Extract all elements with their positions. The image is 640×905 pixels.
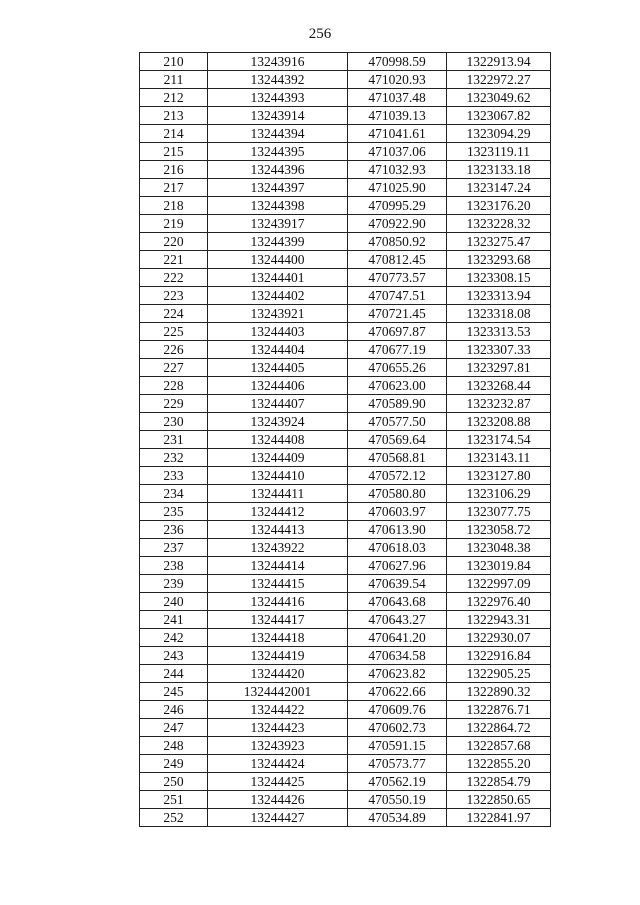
x-coordinate-cell: 470639.54	[348, 575, 447, 593]
x-coordinate-cell: 470623.00	[348, 377, 447, 395]
y-coordinate-cell: 1323067.82	[447, 107, 551, 125]
x-coordinate-cell: 470643.27	[348, 611, 447, 629]
point-id-cell: 13243924	[208, 413, 348, 431]
table-row	[140, 359, 551, 377]
point-number-cell: 233	[140, 467, 208, 485]
point-number-cell: 249	[140, 755, 208, 773]
y-coordinate-cell: 1323106.29	[447, 485, 551, 503]
point-id-cell: 13244414	[208, 557, 348, 575]
point-number-cell: 226	[140, 341, 208, 359]
point-id-cell: 13243923	[208, 737, 348, 755]
table-row	[140, 773, 551, 791]
point-id-cell: 13244411	[208, 485, 348, 503]
point-id-cell: 13244417	[208, 611, 348, 629]
table-row	[140, 503, 551, 521]
x-coordinate-cell: 470573.77	[348, 755, 447, 773]
point-number-cell: 240	[140, 593, 208, 611]
point-id-cell: 13244416	[208, 593, 348, 611]
point-number-cell: 228	[140, 377, 208, 395]
point-number-cell: 213	[140, 107, 208, 125]
x-coordinate-cell: 471020.93	[348, 71, 447, 89]
point-id-cell: 13244401	[208, 269, 348, 287]
point-id-cell: 13244410	[208, 467, 348, 485]
x-coordinate-cell: 470634.58	[348, 647, 447, 665]
table-row	[140, 449, 551, 467]
x-coordinate-cell: 470602.73	[348, 719, 447, 737]
table-row	[140, 539, 551, 557]
point-number-cell: 224	[140, 305, 208, 323]
point-id-cell: 13244393	[208, 89, 348, 107]
x-coordinate-cell: 470622.66	[348, 683, 447, 701]
y-coordinate-cell: 1323318.08	[447, 305, 551, 323]
point-id-cell: 13244404	[208, 341, 348, 359]
table-row	[140, 629, 551, 647]
point-number-cell: 243	[140, 647, 208, 665]
y-coordinate-cell: 1322943.31	[447, 611, 551, 629]
x-coordinate-cell: 470609.76	[348, 701, 447, 719]
table-row	[140, 485, 551, 503]
point-number-cell: 241	[140, 611, 208, 629]
x-coordinate-cell: 470603.97	[348, 503, 447, 521]
point-id-cell: 13244413	[208, 521, 348, 539]
y-coordinate-cell: 1323019.84	[447, 557, 551, 575]
table-row	[140, 53, 551, 71]
point-number-cell: 230	[140, 413, 208, 431]
point-id-cell: 13244407	[208, 395, 348, 413]
x-coordinate-cell: 470613.90	[348, 521, 447, 539]
x-coordinate-cell: 470618.03	[348, 539, 447, 557]
point-number-cell: 215	[140, 143, 208, 161]
point-number-cell: 236	[140, 521, 208, 539]
point-id-cell: 13244418	[208, 629, 348, 647]
table-row	[140, 701, 551, 719]
point-id-cell: 13244422	[208, 701, 348, 719]
point-number-cell: 237	[140, 539, 208, 557]
point-number-cell: 219	[140, 215, 208, 233]
x-coordinate-cell: 471037.06	[348, 143, 447, 161]
point-id-cell: 1324442001	[208, 683, 348, 701]
table-row	[140, 521, 551, 539]
table-row	[140, 467, 551, 485]
point-number-cell: 231	[140, 431, 208, 449]
point-number-cell: 250	[140, 773, 208, 791]
point-id-cell: 13244395	[208, 143, 348, 161]
point-number-cell: 212	[140, 89, 208, 107]
x-coordinate-cell: 470591.15	[348, 737, 447, 755]
x-coordinate-cell: 470623.82	[348, 665, 447, 683]
point-id-cell: 13244409	[208, 449, 348, 467]
y-coordinate-cell: 1322876.71	[447, 701, 551, 719]
table-row	[140, 305, 551, 323]
point-number-cell: 248	[140, 737, 208, 755]
table-row	[140, 143, 551, 161]
x-coordinate-cell: 470697.87	[348, 323, 447, 341]
table-row	[140, 647, 551, 665]
point-id-cell: 13244425	[208, 773, 348, 791]
point-id-cell: 13244427	[208, 809, 348, 827]
y-coordinate-cell: 1323077.75	[447, 503, 551, 521]
y-coordinate-cell: 1322854.79	[447, 773, 551, 791]
y-coordinate-cell: 1323307.33	[447, 341, 551, 359]
table-row	[140, 611, 551, 629]
y-coordinate-cell: 1322930.07	[447, 629, 551, 647]
x-coordinate-cell: 470534.89	[348, 809, 447, 827]
coordinates-table	[139, 52, 551, 827]
table-row	[140, 395, 551, 413]
x-coordinate-cell: 470721.45	[348, 305, 447, 323]
y-coordinate-cell: 1323208.88	[447, 413, 551, 431]
point-number-cell: 247	[140, 719, 208, 737]
x-coordinate-cell: 470643.68	[348, 593, 447, 611]
x-coordinate-cell: 470577.50	[348, 413, 447, 431]
x-coordinate-cell: 471032.93	[348, 161, 447, 179]
y-coordinate-cell: 1323232.87	[447, 395, 551, 413]
x-coordinate-cell: 470812.45	[348, 251, 447, 269]
point-id-cell: 13244412	[208, 503, 348, 521]
x-coordinate-cell: 470850.92	[348, 233, 447, 251]
y-coordinate-cell: 1322976.40	[447, 593, 551, 611]
point-number-cell: 245	[140, 683, 208, 701]
point-number-cell: 238	[140, 557, 208, 575]
point-number-cell: 232	[140, 449, 208, 467]
point-id-cell: 13244415	[208, 575, 348, 593]
table-row	[140, 161, 551, 179]
table-row	[140, 719, 551, 737]
y-coordinate-cell: 1323147.24	[447, 179, 551, 197]
x-coordinate-cell: 471041.61	[348, 125, 447, 143]
table-row	[140, 251, 551, 269]
y-coordinate-cell: 1323049.62	[447, 89, 551, 107]
y-coordinate-cell: 1322913.94	[447, 53, 551, 71]
x-coordinate-cell: 470568.81	[348, 449, 447, 467]
point-number-cell: 221	[140, 251, 208, 269]
point-number-cell: 234	[140, 485, 208, 503]
table-row	[140, 287, 551, 305]
point-id-cell: 13244406	[208, 377, 348, 395]
y-coordinate-cell: 1323176.20	[447, 197, 551, 215]
y-coordinate-cell: 1323313.94	[447, 287, 551, 305]
point-number-cell: 222	[140, 269, 208, 287]
x-coordinate-cell: 470627.96	[348, 557, 447, 575]
x-coordinate-cell: 470550.19	[348, 791, 447, 809]
table-row	[140, 377, 551, 395]
x-coordinate-cell: 471037.48	[348, 89, 447, 107]
table-row	[140, 125, 551, 143]
point-number-cell: 235	[140, 503, 208, 521]
point-id-cell: 13243922	[208, 539, 348, 557]
point-number-cell: 218	[140, 197, 208, 215]
point-id-cell: 13244423	[208, 719, 348, 737]
y-coordinate-cell: 1323133.18	[447, 161, 551, 179]
x-coordinate-cell: 470922.90	[348, 215, 447, 233]
table-row	[140, 107, 551, 125]
x-coordinate-cell: 470677.19	[348, 341, 447, 359]
point-number-cell: 223	[140, 287, 208, 305]
y-coordinate-cell: 1323174.54	[447, 431, 551, 449]
y-coordinate-cell: 1322841.97	[447, 809, 551, 827]
x-coordinate-cell: 470580.80	[348, 485, 447, 503]
point-id-cell: 13243916	[208, 53, 348, 71]
y-coordinate-cell: 1322850.65	[447, 791, 551, 809]
point-number-cell: 211	[140, 71, 208, 89]
table-row	[140, 341, 551, 359]
x-coordinate-cell: 470998.59	[348, 53, 447, 71]
point-id-cell: 13244396	[208, 161, 348, 179]
x-coordinate-cell: 471025.90	[348, 179, 447, 197]
y-coordinate-cell: 1323127.80	[447, 467, 551, 485]
y-coordinate-cell: 1322855.20	[447, 755, 551, 773]
y-coordinate-cell: 1322972.27	[447, 71, 551, 89]
x-coordinate-cell: 470747.51	[348, 287, 447, 305]
y-coordinate-cell: 1322905.25	[447, 665, 551, 683]
x-coordinate-cell: 470655.26	[348, 359, 447, 377]
x-coordinate-cell: 471039.13	[348, 107, 447, 125]
point-number-cell: 251	[140, 791, 208, 809]
table-row	[140, 71, 551, 89]
point-id-cell: 13244419	[208, 647, 348, 665]
point-id-cell: 13244400	[208, 251, 348, 269]
point-id-cell: 13244403	[208, 323, 348, 341]
point-number-cell: 242	[140, 629, 208, 647]
x-coordinate-cell: 470773.57	[348, 269, 447, 287]
x-coordinate-cell: 470995.29	[348, 197, 447, 215]
point-number-cell: 216	[140, 161, 208, 179]
table-row	[140, 269, 551, 287]
table-row	[140, 683, 551, 701]
x-coordinate-cell: 470641.20	[348, 629, 447, 647]
point-id-cell: 13244398	[208, 197, 348, 215]
table-row	[140, 593, 551, 611]
table-row	[140, 575, 551, 593]
table-row	[140, 431, 551, 449]
y-coordinate-cell: 1323313.53	[447, 323, 551, 341]
table-row	[140, 179, 551, 197]
y-coordinate-cell: 1323048.38	[447, 539, 551, 557]
point-id-cell: 13244426	[208, 791, 348, 809]
point-id-cell: 13243914	[208, 107, 348, 125]
point-id-cell: 13244394	[208, 125, 348, 143]
y-coordinate-cell: 1323268.44	[447, 377, 551, 395]
point-number-cell: 225	[140, 323, 208, 341]
table-row	[140, 233, 551, 251]
point-number-cell: 220	[140, 233, 208, 251]
point-id-cell: 13244424	[208, 755, 348, 773]
page-number: 256	[308, 26, 332, 42]
y-coordinate-cell: 1323308.15	[447, 269, 551, 287]
point-number-cell: 252	[140, 809, 208, 827]
table-row	[140, 323, 551, 341]
table-row	[140, 197, 551, 215]
table-row	[140, 737, 551, 755]
x-coordinate-cell: 470569.64	[348, 431, 447, 449]
table-row	[140, 809, 551, 827]
point-number-cell: 217	[140, 179, 208, 197]
table-row	[140, 413, 551, 431]
point-id-cell: 13243921	[208, 305, 348, 323]
point-number-cell: 229	[140, 395, 208, 413]
point-id-cell: 13244392	[208, 71, 348, 89]
y-coordinate-cell: 1323058.72	[447, 521, 551, 539]
point-number-cell: 246	[140, 701, 208, 719]
point-id-cell: 13243917	[208, 215, 348, 233]
table-row	[140, 791, 551, 809]
point-number-cell: 214	[140, 125, 208, 143]
y-coordinate-cell: 1323228.32	[447, 215, 551, 233]
point-id-cell: 13244402	[208, 287, 348, 305]
y-coordinate-cell: 1323297.81	[447, 359, 551, 377]
table-row	[140, 557, 551, 575]
point-id-cell: 13244420	[208, 665, 348, 683]
point-number-cell: 244	[140, 665, 208, 683]
point-number-cell: 239	[140, 575, 208, 593]
x-coordinate-cell: 470589.90	[348, 395, 447, 413]
y-coordinate-cell: 1322997.09	[447, 575, 551, 593]
table-row	[140, 755, 551, 773]
table-body	[140, 53, 551, 827]
point-id-cell: 13244397	[208, 179, 348, 197]
point-number-cell: 210	[140, 53, 208, 71]
y-coordinate-cell: 1322857.68	[447, 737, 551, 755]
y-coordinate-cell: 1322890.32	[447, 683, 551, 701]
point-number-cell: 227	[140, 359, 208, 377]
x-coordinate-cell: 470562.19	[348, 773, 447, 791]
table-row	[140, 89, 551, 107]
point-id-cell: 13244408	[208, 431, 348, 449]
table-row	[140, 215, 551, 233]
x-coordinate-cell: 470572.12	[348, 467, 447, 485]
y-coordinate-cell: 1323094.29	[447, 125, 551, 143]
point-id-cell: 13244399	[208, 233, 348, 251]
y-coordinate-cell: 1323275.47	[447, 233, 551, 251]
y-coordinate-cell: 1323143.11	[447, 449, 551, 467]
point-id-cell: 13244405	[208, 359, 348, 377]
y-coordinate-cell: 1322864.72	[447, 719, 551, 737]
y-coordinate-cell: 1323119.11	[447, 143, 551, 161]
y-coordinate-cell: 1322916.84	[447, 647, 551, 665]
table-row	[140, 665, 551, 683]
y-coordinate-cell: 1323293.68	[447, 251, 551, 269]
